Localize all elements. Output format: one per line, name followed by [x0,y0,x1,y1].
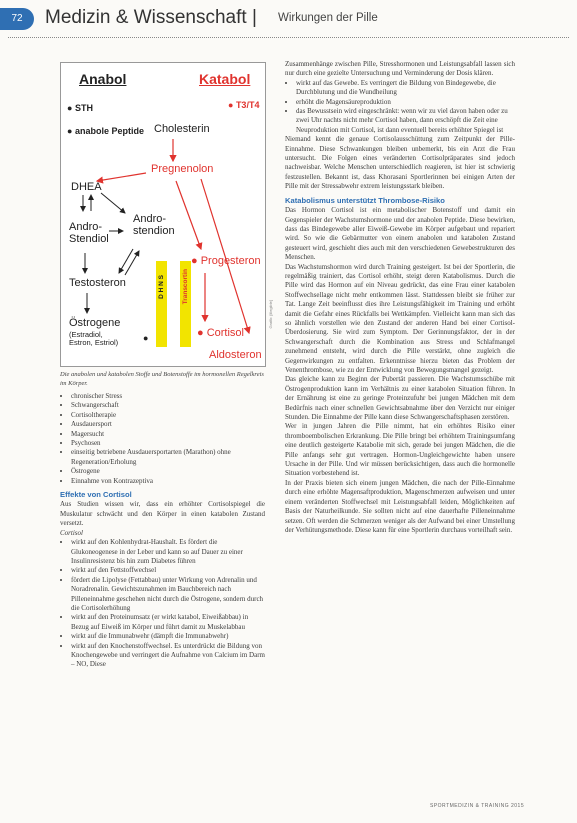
section-title [45,7,257,29]
cortisol-intro: Aus Studien wissen wir, dass ein erhöhter Cortisolspiegel die Muskulatur schwächt und den Körper in einen katabolen Zustand versetzt. [60,500,265,528]
title-separator: | [251,7,257,28]
list-item: • Magersucht [71,430,265,439]
list-item: • Einnahme von Kontrazeptiva [71,477,265,486]
list-item: • das Bewusstsein wird eingeschränkt: wenn wir zu viel davon haben oder zu zwei Uhr nachts nicht mehr Cortisol haben, dann erschöpft die Zeit eine Neuproduktion mit Cortisol, ist dann eventuell bereits erhöhter Spiegel ist [296,107,515,135]
list-item: • wirkt auf den Proteinumsatz (er wirkt katabol, Eiweißabbau) in Bezug auf Eiweiß im Körper und führt damit zu Muskelabbau [71,613,265,632]
list-item: • Psychosen [71,439,265,448]
page-footer: SPORTMEDIZIN & TRAINING 2015 [430,803,525,809]
list-item: • chronischer Stress [71,392,265,401]
cholesterin-label: Cholesterin [154,123,210,135]
list-item: • Cortisoltherapie [71,411,265,420]
paragraph: In der Praxis bieten sich einem jungen Mädchen, die nach der Pille-Einnahme durch eine erhöhte Magensaftproduktion, Magenschmerzen aufweisen und unter einem veränderten Stoffwechsel mit Leistungsabfall leiden, Möglichkeiten auf Basis der Naturheilkunde. Sie sollten nicht auf eine dauerhafte Pilleneinnahme setzen. Oft werden die Schmerzen weniger als der Aufwand bei einer Umstellung der Verhütungsmethode. Diese kann für eine Sportlerin durchaus vorteilhaft sein. [285,478,515,534]
sth-label: ● STH [67,103,93,113]
section-heading-cortisol: Effekte von Cortisol [60,490,132,500]
anabole-peptide-label: ● anabole Peptide [67,126,144,136]
arrow-testosteron-androstendion [125,251,139,275]
list-item: • wirkt auf das Gewebe. Es verringert die Bildung von Bindegewebe, die Durchblutung und die Wundheilung [296,79,515,98]
paragraph: Niemand kennt die genaue Cortisolausschüttung zum Zeitpunkt der Pille-Einnahme. Diese Schwankungen bleiben unbemerkt, bis ein Arzt die Frau untersucht. Die Folgen eines veränderten Cortisolpräparates sind jedoch nachweisbar. Welche Menschen unterschiedlich reagieren, ist hier ist schwierig festzustellen. Bekannt ist, dass Khorasani Sportlerinnen bei einigen Arten der Pille mit der Stressabwehr extrem leistungsstark bleiben. [285,135,515,191]
cortisol-causes-list [60,392,265,486]
hormone-diagram [60,62,266,367]
paragraph: Das Wachstumshormon wird durch Training gesteigert. Ist bei der Sportlerin, die regelmäßig trainiert, das Cortisol erhöht, steigt deren Katabolismus. Durch die Pille wird das Hormon auf ein Niveau gedrückt, das eine Frau einer katabolen Stoffwechsellage nicht mehr entkommen lässt. Stattdessen bleibt sie früher zur Tat. Lange Zeit beeinflusst dies ihre Leistungsfähigkeit im Training und erhöht damit die Gefahr eines Rückfalls bei Wettkämpfen. Vielleicht kann man sich das so ähnlich vorstellen wie den Zustand der anderen Hand bei einer Cortisol-Überdosierung. Sie wird zum Symptom. Der Gerinnungsfaktor, der in der Schwangerschaft durch die Kombination aus Stress und Schlafmangel zunehmend entsteht, wird durch die Pille verstärkt, ohne zugleich die Gegenwirkungen zu entfalten. Erkenntnisse hierzu bieten das Problem der Venenthrombose, wie zu der Entwicklung von Bewegungsmangel gezeigt. [285,262,515,374]
testosteron-label: Testosteron [69,277,126,289]
cortisol-effects-list-cont [285,79,515,135]
left-column [60,392,265,670]
anabol-heading: Anabol [79,71,127,87]
section-name: Medizin & Wissenschaft [45,7,247,28]
anabol-dot: ● [143,333,149,343]
t3t4-label: ● T3/T4 [228,100,260,110]
list-item: • wirkt auf den Knochenstoffwechsel. Es unterdrückt die Bildung von Knochengewebe und verringert die Aufnahme von Calcium im Darm – NO, Diese [71,642,265,670]
dhea-label: DHEA [71,181,102,193]
arrow-pregnenolon-progesteron [176,181,201,249]
arrow-pregnenolon-dhea [97,173,146,181]
list-item: • wirkt auf den Kohlenhydrat-Haushalt. Es fördert die Glukoneogenese in der Leber und kann so auf Dauer zu einer Insulinresistenz bis hin zum Diabetes führen [71,538,265,566]
page-header [0,8,577,32]
pregnenolon-label: Pregnenolon [151,163,214,175]
list-item: • einseitig betriebene Ausdauersportarten (Marathon) ohne Regeneration/Erholung [71,448,265,467]
list-item: • Östrogene [71,467,265,476]
right-column [285,60,515,535]
arrow-dhea-androstendion [101,193,125,213]
dhns-bar-label: D H N S [158,275,165,299]
cortisol-effects-list [60,538,265,670]
progesteron-label: ● Progesteron [191,255,261,267]
androstendiol-label: Andro- Stendiol [69,221,109,245]
cortisol-subheading: Cortisol [60,528,83,537]
page-number: 72 [0,8,34,30]
list-item: • Ausdauersport [71,420,265,429]
right-intro: Zusammenhänge zwischen Pille, Stresshormonen und Leistungsabfall lassen sich nur durch eine gezielte Untersuchung und Verminderung der Dosis klären. [285,60,515,78]
section-heading-thrombose: Katabolismus unterstützt Thrombose-Risiko [285,195,445,205]
paragraph: Wer in jungen Jahren die Pille nimmt, hat ein erhöhtes Risiko einer thromboembolischen Erkrankung. Die Pille bringt bei erhöhtem Trainingsumfang eine deutlich gesteigerte Katabolie mit sich, gerade bei jungen Mädchen, die die Pille anfangs sehr gut vertragen. Hormon-Ungleichgewichte haben unsere Ursache in der Pille. Und wir müssen berücksichtigen, dass auch die hormonelle Situation vorbestehend ist. [285,422,515,478]
transcortin-bar-label: Transcortin [182,269,189,305]
paragraph: Das Hormon Cortisol ist ein metabolischer Botenstoff und damit ein Gegenspieler der Wachstumshormone und der anabolen Peptide. Diese bewirken, dass das Bindegewebe aller Eiweiß-Gewebe im Körper aufgebaut und repariert wird. So wie die Gebärmutter von einem anabolen und katabolen Zustand gesteuert wird, geschieht dies auch mit den verschiedenen Gewebestrukturen des Menschen. [285,206,515,262]
figure-credit: Grafik: [illegible] [268,300,273,329]
oestrogene-label: Östrogene [69,317,121,329]
list-item: • wirkt auf den Fettstoffwechsel [71,566,265,575]
list-item: • fördert die Lipolyse (Fettabbau) unter Wirkung von Adrenalin und Noradrenalin. Gewichtszunahmen im Bauchbereich nach Pilleneinnahme geschehen nicht durch die Östrogene, sondern durch die Cortisolerhöhung [71,576,265,614]
list-item: • erhöht die Magensäureproduktion [296,98,515,107]
figure-caption: Die anabolen und katabolen Stoffe und Botenstoffe im hormonellen Regelkreis im Körper. [60,371,264,387]
aldosteron-label: Aldosteron [209,349,262,361]
list-item: • Schwangerschaft [71,401,265,410]
paragraph: Das gleiche kann zu Beginn der Pubertät passieren. Die Wachstumsschübe mit Östrogenproduktion kann im Verhältnis zu einer katabolen Situation führen. In der Ernährung ist eine zu geringe Proteinzufuhr bei jungen Mädchen mit dem Bedürfnis nach einer schnellen Gewichtsabnahme über den Verzicht nur einiger Stunden. Die Einnahme der Pille kann diese Schwangerschaftsphasen zerstören. [285,375,515,422]
androstendion-label: Andro- stendion [133,213,175,237]
header-divider [8,37,569,38]
katabol-heading: Katabol [199,71,251,87]
oestrogene-sublabel: (Estradiol, Estron, Estriol) [69,330,119,347]
cortisol-label: ● Cortisol [197,327,244,339]
list-item: • wirkt auf die Immunabwehr (dämpft die Immunabwehr) [71,632,265,641]
article-subtitle: Wirkungen der Pille [278,12,378,24]
arrow-androstendion-testosteron [119,249,133,273]
